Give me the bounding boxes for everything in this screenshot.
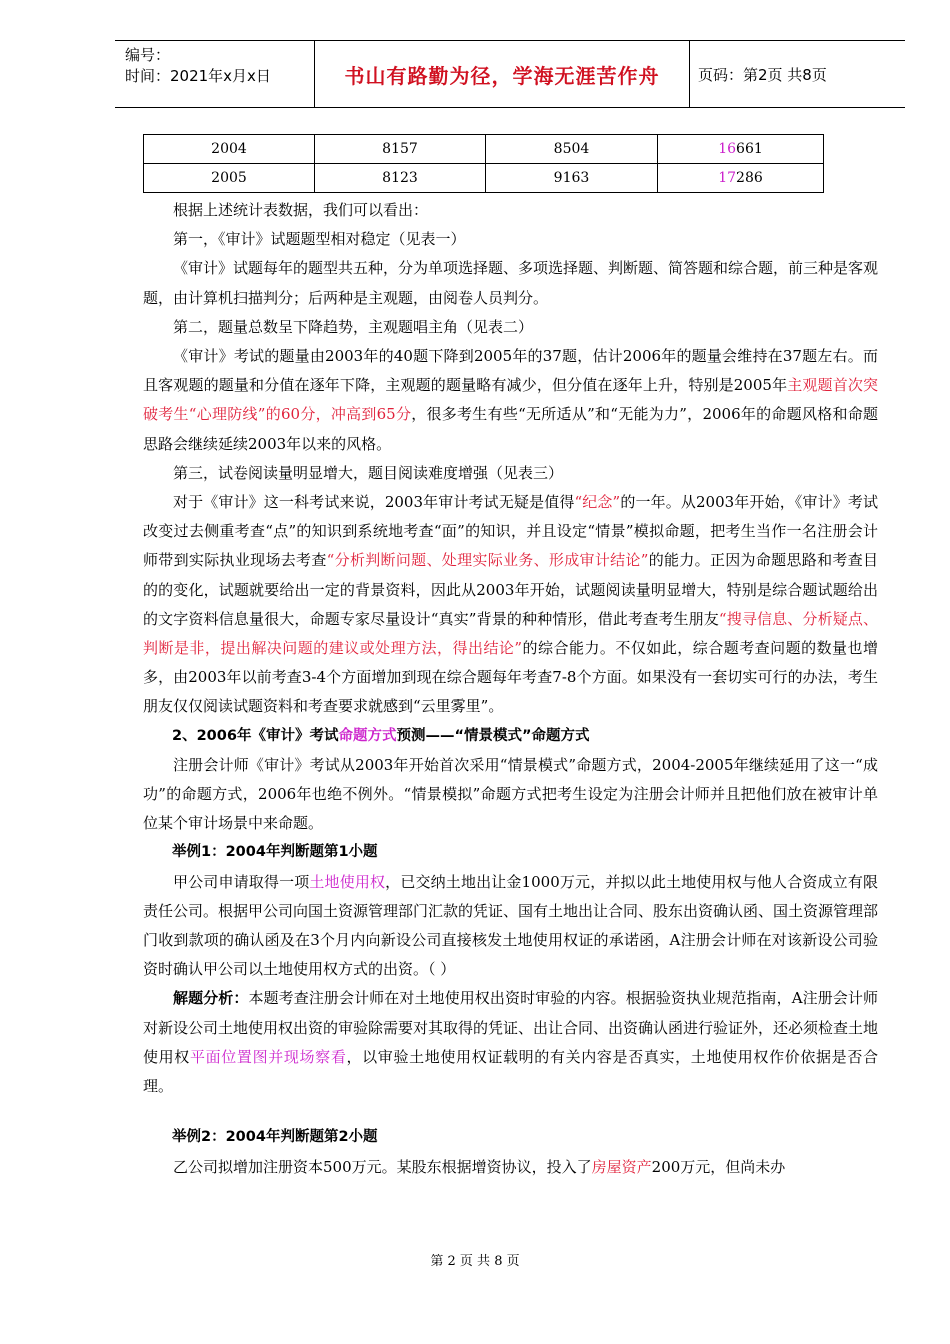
paragraph: 根据上述统计表数据，我们可以看出： bbox=[173, 201, 429, 219]
page-header bbox=[115, 40, 905, 108]
paragraph: 《审计》试题每年的题型共五种，分为单项选择题、多项选择题、判断题、简答题和综合题，前三种是客观题，由计算机扫描判分；后两种是主观题，由阅卷人员判分。 bbox=[143, 259, 879, 307]
highlight-red: “纪念” bbox=[574, 493, 621, 512]
total-rest: 661 bbox=[736, 141, 763, 157]
header-motto: 书山有路勤为径，学海无涯苦作舟 bbox=[315, 41, 690, 107]
text-run: 本题考查注册会计师在对土地使用权出资时审验的内容。根据验资执业规范指南，A注册会计师对新设公司土地使用权出资的审验除需要对其取得的凭证、出让合同、出资确认函进行验证外，还必须检查土地使用权 bbox=[143, 989, 879, 1066]
document-time-label: 时间：2021年x月x日 bbox=[125, 67, 271, 85]
text-run: 甲公司申请取得一项 bbox=[173, 872, 310, 891]
table-cell-total bbox=[658, 164, 824, 193]
document-body bbox=[143, 196, 878, 1182]
header-meta bbox=[115, 41, 315, 107]
highlight-red: “搜寻信息、分析疑点、判断是非，提出解决问题的建议或处理方法，得出结论” bbox=[143, 609, 879, 658]
table-cell-year: 2004 bbox=[144, 135, 315, 164]
table-cell-total bbox=[658, 135, 824, 164]
paragraph bbox=[143, 488, 878, 722]
text-run: 的综合能力。不仅如此，综合题考查问题的数量也增多，由2003年以前考查3-4个方面增加到现在综合题每年考查7-8个方面。如果没有一套切实可行的办法，考生朋友仅仅阅读试题资料和考查要求就感到“云里雾里”。 bbox=[143, 639, 878, 716]
text-run: 预测——“情景模式”命题方式 bbox=[396, 727, 590, 744]
paragraph bbox=[143, 1153, 878, 1182]
analysis-label: 解题分析： bbox=[173, 989, 249, 1008]
text-run: 的一年。从2003年开始，《审计》考试改变过去侧重考查“点”的知识到系统地考查“面”的知识，并且设定“情景”模拟命题，把考生当作一名注册会计师带到实际执业现场去考查 bbox=[143, 493, 878, 570]
text-run: ，很多考生有些“无所适从”和“无能为力”，2006年的命题风格和命题思路会继续延续2003年以来的风格。 bbox=[143, 405, 878, 453]
table-row bbox=[144, 135, 824, 164]
example-title: 举例1：2004年判断题第1小题 bbox=[172, 844, 378, 861]
table-cell-year: 2005 bbox=[144, 164, 315, 193]
header-page-label: 页码：第2页 共8页 bbox=[698, 65, 827, 84]
example-title: 举例2：2004年判断题第2小题 bbox=[172, 1129, 378, 1146]
spacer bbox=[143, 1101, 878, 1123]
document-number-label: 编号： bbox=[125, 46, 171, 64]
table-cell-value: 8157 bbox=[315, 135, 486, 164]
highlight-red: “分析判断问题、处理实际业务、形成审计结论” bbox=[326, 551, 649, 570]
paragraph: 第一，《审计》试题题型相对稳定（见表一） bbox=[173, 230, 466, 249]
text-run: 乙公司拟增加注册资本500万元。某股东根据增资协议，投入了 bbox=[173, 1157, 592, 1176]
paragraph: 注册会计师《审计》考试从2003年开始首次采用“情景模式”命题方式，2004-2005年继续延用了这一“成功”的命题方式，2006年也绝不例外。“情景模拟”命题方式把考生设定为注册会计师并且把他们放在被审计单位某个审计场景中来命题。 bbox=[143, 755, 878, 833]
text-run: ，已交纳土地出让金1000万元，并拟以此土地使用权与他人合资成立有限责任公司。根据甲公司向国土资源管理部门汇款的凭证、国有土地出让合同、股东出资确认函、国土资源管理部门收到款项的确认函及在3个月内向新设公司直接核发土地使用权证的承诺函，A注册会计师在对该新设公司验资时确认甲公司以土地使用权方式的出资。（ ） bbox=[143, 872, 879, 979]
highlight-magenta: 土地使用权 bbox=[309, 872, 386, 891]
total-rest: 286 bbox=[736, 170, 763, 186]
paragraph bbox=[143, 342, 878, 459]
text-run: 200万元，但尚未办 bbox=[651, 1157, 786, 1176]
highlight-red: 主观题首次突破考生“心理防线”的60分，冲高到65分 bbox=[143, 376, 878, 424]
paragraph: 第二，题量总数呈下降趋势，主观题唱主角（见表二） bbox=[173, 317, 534, 336]
table-cell-value: 9163 bbox=[486, 164, 658, 193]
paragraph bbox=[143, 984, 878, 1101]
highlight-magenta: 平面位置图并现场察看 bbox=[189, 1047, 347, 1066]
text-run: 的能力。正因为命题思路和考查目的的变化，试题就要给出一定的背景资料，因此从2003年开始，试题阅读量明显增大，特别是综合题试题给出的文字资料信息量很大，命题专家尽量设计“真实”背景的种种情形，借此考查考生朋友 bbox=[143, 551, 878, 628]
table-cell-value: 8123 bbox=[315, 164, 486, 193]
text-run: 2、2006年《审计》考试 bbox=[172, 727, 339, 744]
text-run: 对于《审计》这一科考试来说，2003年审计考试无疑是值得 bbox=[173, 493, 575, 512]
stats-table bbox=[143, 134, 824, 193]
total-highlight: 17 bbox=[718, 170, 737, 186]
highlight-magenta: 命题方式 bbox=[338, 727, 397, 744]
section-heading bbox=[143, 722, 878, 751]
table-cell-value: 8504 bbox=[486, 135, 658, 164]
text-run: ，以审验土地使用权证载明的有关内容是否真实，土地使用权作价依据是否合理。 bbox=[143, 1047, 878, 1096]
table-row bbox=[144, 164, 824, 193]
paragraph: 第三，试卷阅读量明显增大，题目阅读难度增强（见表三） bbox=[173, 463, 564, 482]
text-run: 《审计》考试的题量由2003年的40题下降到2005年的37题，估计2006年的题量会维持在37题左右。而且客观题的题量和分值在逐年下降，主观题的题量略有减少，但分值在逐年上升，特别是2005年 bbox=[143, 347, 878, 395]
paragraph bbox=[143, 868, 878, 985]
page-footer: 第 2 页 共 8 页 bbox=[430, 1254, 520, 1269]
total-highlight: 16 bbox=[718, 141, 737, 157]
highlight-red: 房屋资产 bbox=[591, 1157, 652, 1176]
